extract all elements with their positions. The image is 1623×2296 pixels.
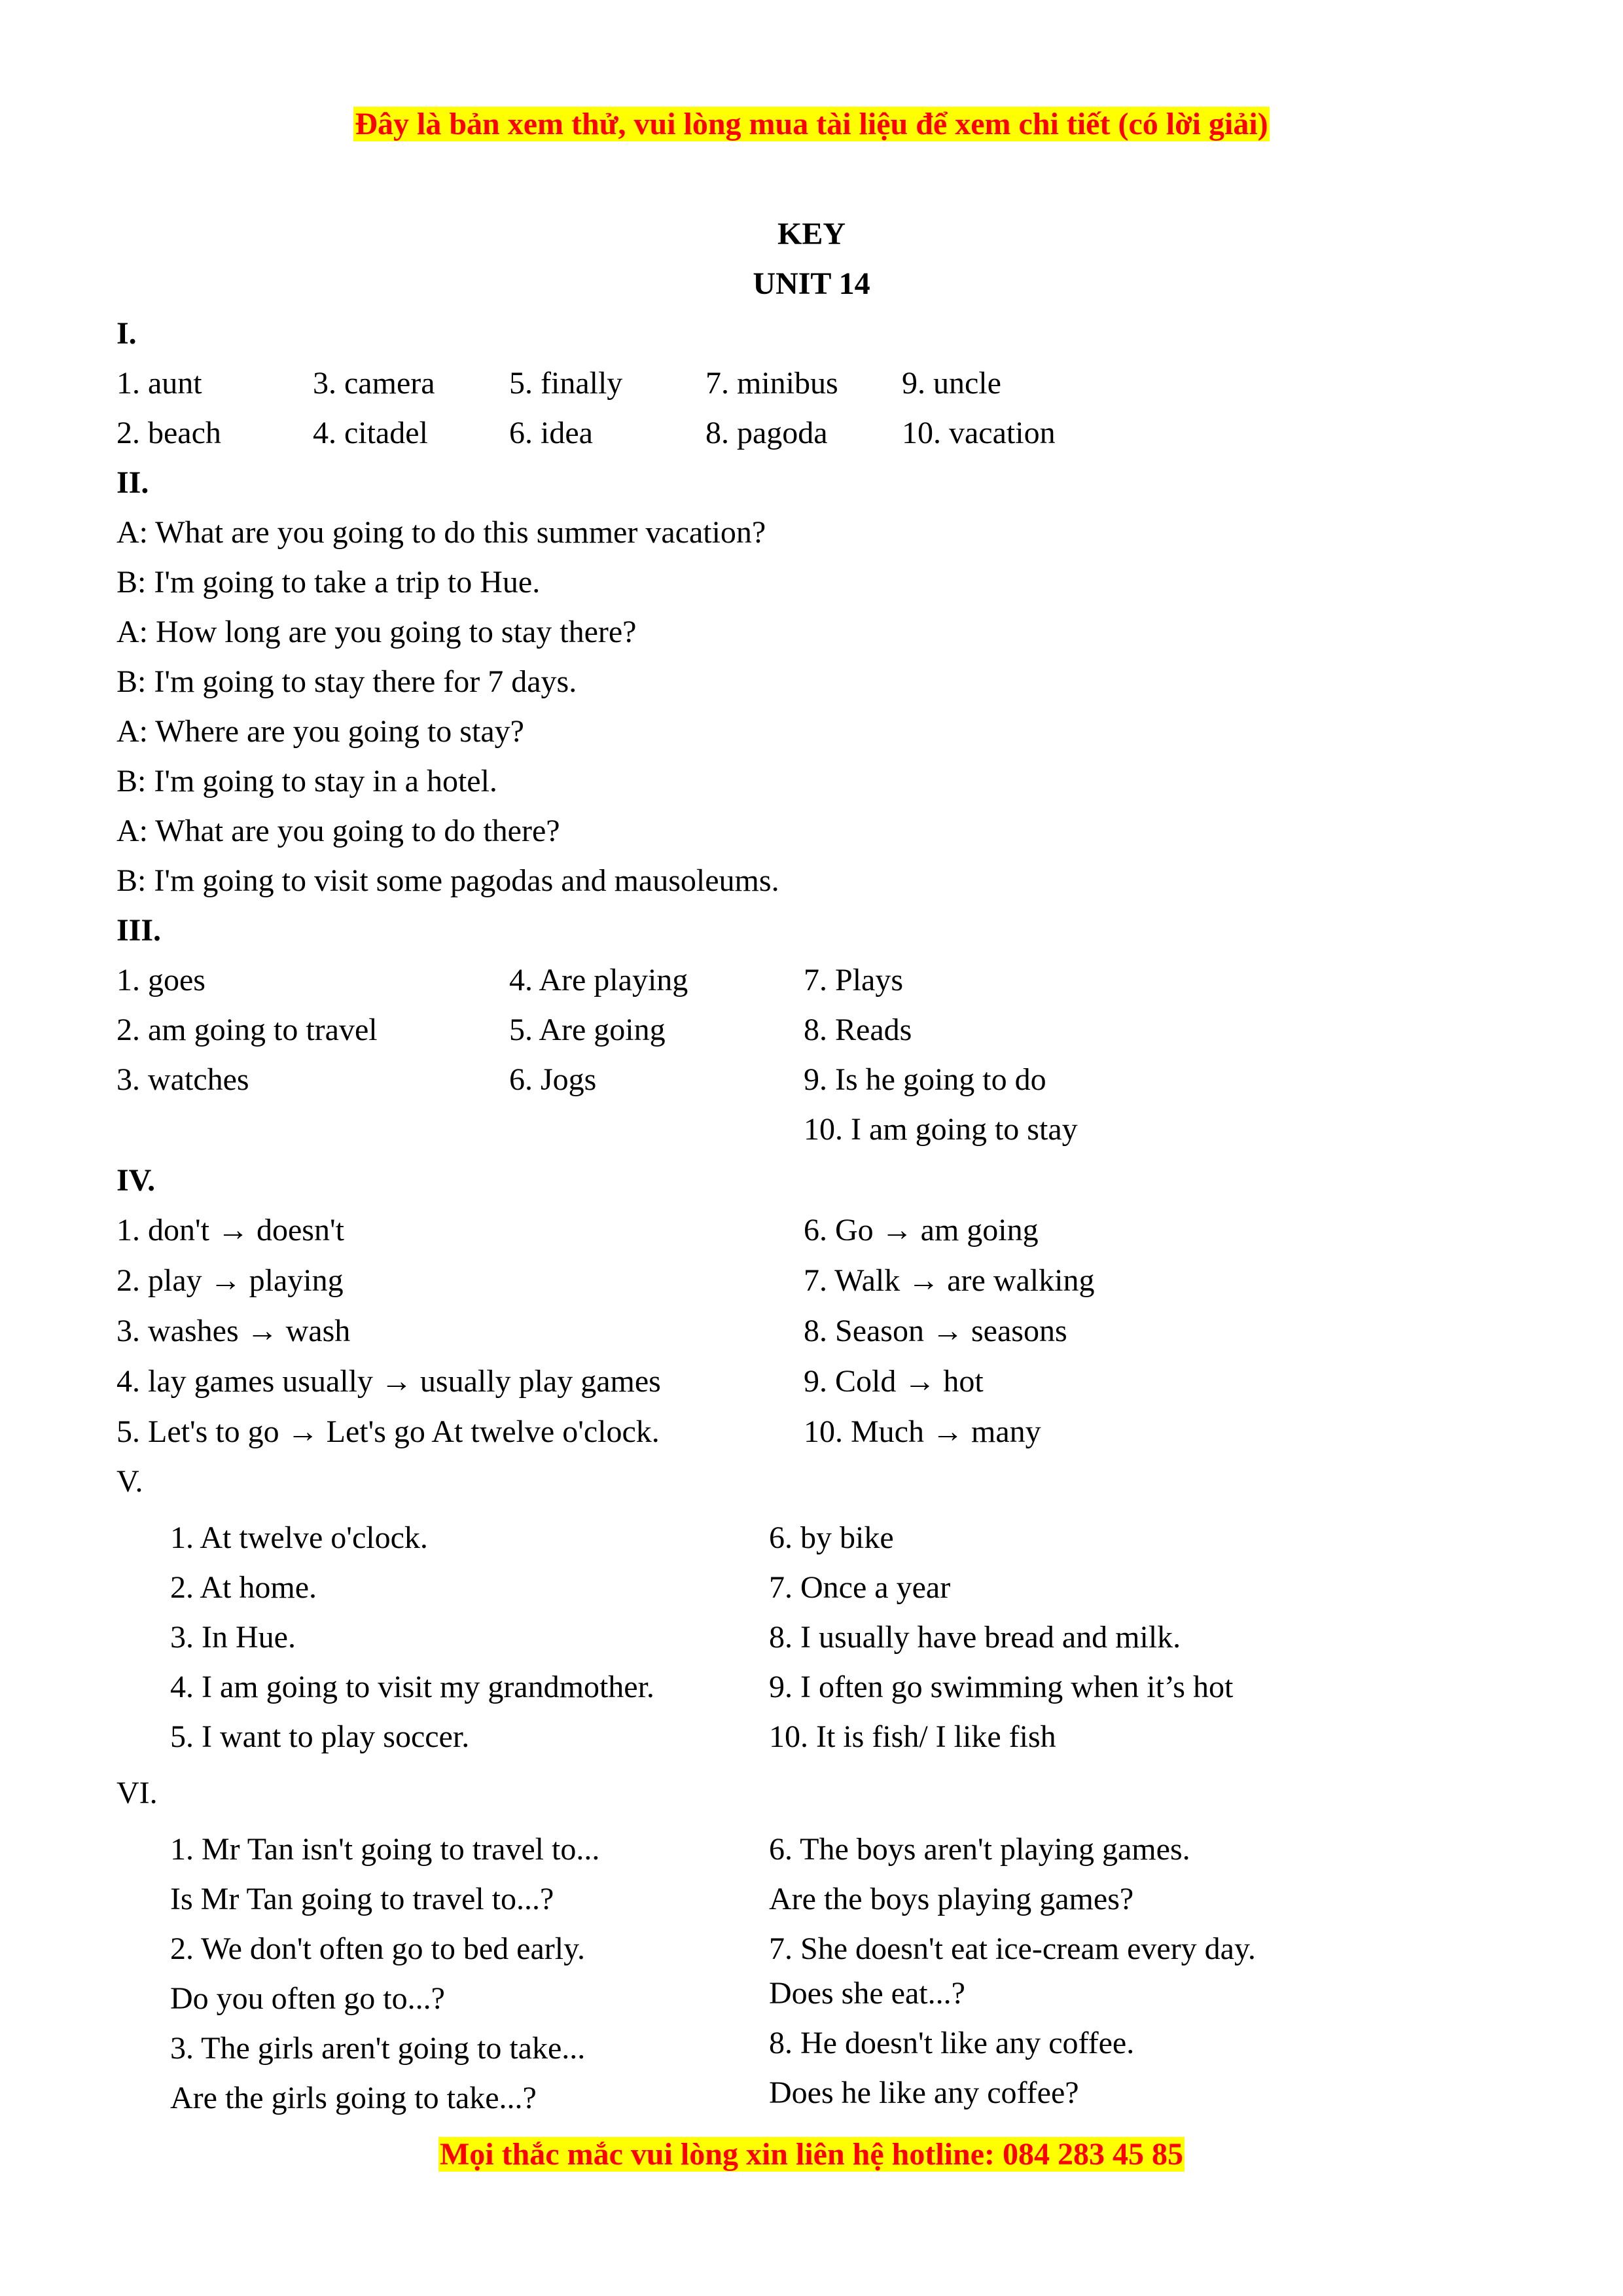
transform-line: Does she eat...? <box>769 1976 965 2011</box>
transform-line: Are the boys playing games? <box>769 1882 1134 1916</box>
correction-item: 8. Season → seasons <box>804 1314 1067 1348</box>
correction-item: 9. Cold → hot <box>804 1364 984 1399</box>
section-heading: III. <box>116 913 162 948</box>
correction-item: 10. Much → many <box>804 1414 1041 1449</box>
answer-item: 8. Reads <box>804 1013 912 1047</box>
preview-notice-text: Đây là bản xem thử, vui lòng mua tài liệu để xem chi tiết (có lời giải) <box>355 107 1268 141</box>
transform-line: 2. We don't often go to bed early. <box>170 1931 585 1966</box>
transform-line: Are the girls going to take...? <box>170 2081 537 2115</box>
answer-item: 1. aunt <box>116 366 202 401</box>
transform-line: Does he like any coffee? <box>769 2075 1079 2110</box>
answer-item: 3. watches <box>116 1062 249 1097</box>
answer-item: 9. I often go swimming when it’s hot <box>769 1670 1234 1704</box>
correction-item: 4. lay games usually → usually play games <box>116 1364 661 1399</box>
answer-item: 10. I am going to stay <box>804 1112 1078 1147</box>
answer-item: 5. I want to play soccer. <box>170 1719 470 1754</box>
hotline-notice <box>0 2135 1623 2174</box>
answer-item: 3. In Hue. <box>170 1620 296 1655</box>
transform-line: Do you often go to...? <box>170 1981 445 2016</box>
correction-item: 7. Walk → are walking <box>804 1263 1095 1298</box>
answer-item: 6. by bike <box>769 1520 894 1555</box>
answer-item: 1. At twelve o'clock. <box>170 1520 428 1555</box>
answer-item: 8. pagoda <box>705 416 828 450</box>
answer-item: 2. am going to travel <box>116 1013 378 1047</box>
correction-item: 5. Let's to go → Let's go At twelve o'clock. <box>116 1414 660 1449</box>
dialogue-line: A: What are you going to do there? <box>116 814 560 848</box>
answer-item: 3. camera <box>313 366 435 401</box>
correction-item: 1. don't → doesn't <box>116 1213 344 1247</box>
transform-line: Is Mr Tan going to travel to...? <box>170 1882 554 1916</box>
section-heading: VI. <box>116 1776 158 1810</box>
answer-item: 6. Jogs <box>509 1062 597 1097</box>
dialogue-line: B: I'm going to take a trip to Hue. <box>116 565 541 600</box>
answer-item: 6. idea <box>509 416 593 450</box>
answer-item: 2. beach <box>116 416 221 450</box>
transform-line: 1. Mr Tan isn't going to travel to... <box>170 1832 600 1867</box>
correction-item: 3. washes → wash <box>116 1314 351 1348</box>
correction-item: 6. Go → am going <box>804 1213 1039 1247</box>
transform-line: 8. He doesn't like any coffee. <box>769 2026 1135 2060</box>
section-heading: V. <box>116 1464 143 1499</box>
answer-item: 4. citadel <box>313 416 428 450</box>
answer-item: 4. Are playing <box>509 963 688 997</box>
section-heading: IV. <box>116 1163 156 1198</box>
section-heading: I. <box>116 316 137 351</box>
answer-item: 8. I usually have bread and milk. <box>769 1620 1181 1655</box>
answer-item: 9. Is he going to do <box>804 1062 1046 1097</box>
correction-item: 2. play → playing <box>116 1263 344 1298</box>
document-title: KEY <box>777 217 846 251</box>
answer-item: 4. I am going to visit my grandmother. <box>170 1670 654 1704</box>
dialogue-line: A: How long are you going to stay there? <box>116 615 637 649</box>
dialogue-line: A: What are you going to do this summer vacation? <box>116 515 766 550</box>
answer-item: 10. It is fish/ I like fish <box>769 1719 1056 1754</box>
answer-item: 5. Are going <box>509 1013 666 1047</box>
hotline-notice-text: Mọi thắc mắc vui lòng xin liên hệ hotline: 084 283 45 85 <box>439 2137 1183 2172</box>
dialogue-line: A: Where are you going to stay? <box>116 714 524 749</box>
answer-item: 7. Plays <box>804 963 904 997</box>
transform-line: 6. The boys aren't playing games. <box>769 1832 1190 1867</box>
dialogue-line: B: I'm going to stay in a hotel. <box>116 764 497 798</box>
answer-item: 2. At home. <box>170 1570 317 1605</box>
unit-title: UNIT 14 <box>753 266 870 301</box>
dialogue-line: B: I'm going to stay there for 7 days. <box>116 664 577 699</box>
answer-item: 7. minibus <box>705 366 838 401</box>
answer-item: 9. uncle <box>902 366 1001 401</box>
answer-item: 1. goes <box>116 963 205 997</box>
transform-line: 3. The girls aren't going to take... <box>170 2031 586 2066</box>
answer-item: 10. vacation <box>902 416 1056 450</box>
answer-item: 5. finally <box>509 366 623 401</box>
transform-line: 7. She doesn't eat ice-cream every day. <box>769 1931 1256 1966</box>
section-heading: II. <box>116 465 149 500</box>
dialogue-line: B: I'm going to visit some pagodas and mausoleums. <box>116 863 779 898</box>
answer-item: 7. Once a year <box>769 1570 951 1605</box>
preview-notice <box>0 105 1623 144</box>
